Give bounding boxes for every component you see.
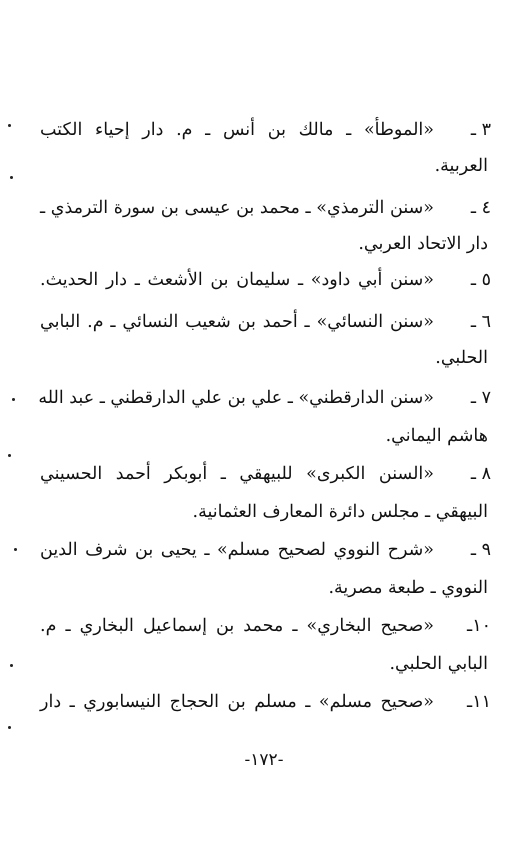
entry-line: «سنن أبي داود» ـ سليمان بن الأشعث ـ دار الحديث. <box>40 270 434 290</box>
scan-speck <box>12 398 15 401</box>
page-number: -١٧٢- <box>244 750 284 770</box>
entry-line: النووي ـ طبعة مصرية. <box>328 578 488 598</box>
entry-line: دار الاتحاد العربي. <box>358 234 488 254</box>
entry-line: «الموطأ» ـ مالك بن أنس ـ م. دار إحياء الكتب <box>40 120 434 140</box>
scan-speck <box>14 548 17 551</box>
entry-number: ٣ ـ <box>470 120 491 140</box>
entry-line: «السنن الكبرى» للبيهقي ـ أبوبكر أحمد الحسيني <box>40 464 434 484</box>
entry-number: ١١ـ <box>467 692 491 712</box>
scan-speck <box>8 454 11 457</box>
entry-line: البابي الحلبي. <box>389 654 488 674</box>
entry-number: ٧ ـ <box>470 388 491 408</box>
entry-number: ١٠ـ <box>467 616 491 636</box>
entry-line: البيهقي ـ مجلس دائرة المعارف العثمانية. <box>192 502 488 522</box>
entry-line: «سنن النسائي» ـ أحمد بن شعيب النسائي ـ م. البابي <box>40 312 434 332</box>
entry-number: ٩ ـ <box>470 540 491 560</box>
scan-speck <box>8 124 11 127</box>
entry-number: ٤ ـ <box>470 198 491 218</box>
entry-number: ٨ ـ <box>470 464 491 484</box>
scan-speck <box>10 664 13 667</box>
entry-line: «سنن الترمذي» ـ محمد بن عيسى بن سورة الترمذي ـ <box>40 198 434 218</box>
entry-line: «صحيح مسلم» ـ مسلم بن الحجاج النيسابوري ـ دار <box>40 692 434 712</box>
entry-line: العربية. <box>434 156 488 176</box>
entry-line: «شرح النووي لصحيح مسلم» ـ يحيى بن شرف الدين <box>40 540 434 560</box>
entry-line: هاشم اليماني. <box>385 426 488 446</box>
entry-number: ٥ ـ <box>470 270 491 290</box>
scan-speck <box>8 726 11 729</box>
entry-line: «سنن الدارقطني» ـ علي بن علي الدارقطني ـ عبد الله <box>38 388 434 408</box>
scan-speck <box>10 176 13 179</box>
entry-number: ٦ ـ <box>470 312 491 332</box>
entry-line: الحلبي. <box>435 348 488 368</box>
entry-line: «صحيح البخاري» ـ محمد بن إسماعيل البخاري ـ م. <box>40 616 434 636</box>
